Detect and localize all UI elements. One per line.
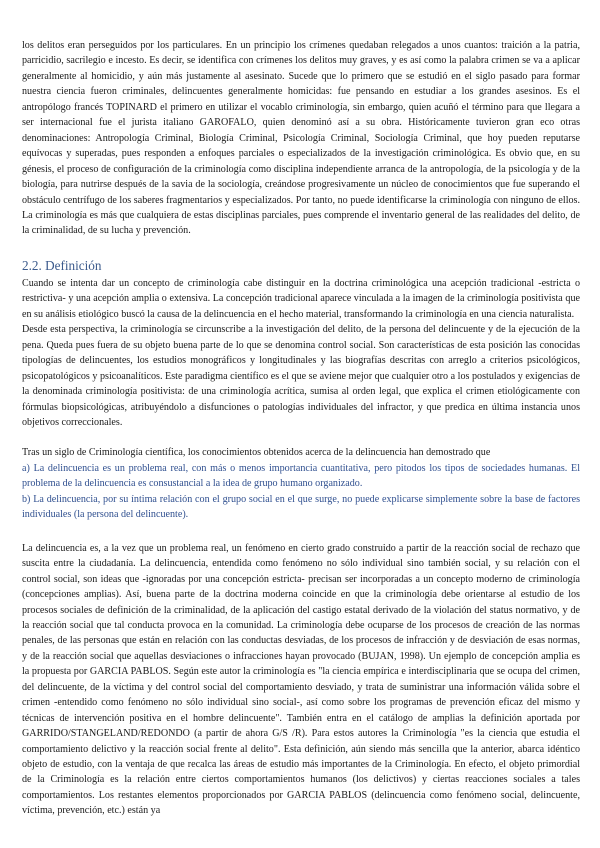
paragraph-intro: los delitos eran perseguidos por los particulares. En un principio los crímenes quedaban relegados a unos cuantos: traición a la patria, parricidio, sacrilegio e incesto. Es decir, se identifica con crímenes los delitos muy graves, y es así como la palabra crimen se va a aplicar generalmente al homicidio, y aún más justamente al asesinato. Sucede que lo primero que se estudió en el siglo pasado para formar nuestra ciencia fueron criminales, delincuentes generalmente homicidas: fue pensando en estudiar a los grandes asesinos. Es el antropólogo francés TOPINARD el primero en utilizar el vocablo criminología, sin embargo, quien acuñó el término para que llegara a ser internacional fue el jurista italiano GAROFALO, quien denominó así a su obra. Históricamente tuvieron gran eco otras denominaciones: Antropología Criminal, Biología Criminal, Psicología Criminal, Sociología Criminal, que hoy pueden reputarse equívocas y superadas, pues responden a enfoques parciales o especializados de la investigación criminológica. Es obvio que, en su génesis, el proceso de configuración de la criminología como disciplina independiente arranca de la antropología, de la psicología y de la biología, para nutrirse después de la savia de la sociología, creándose progresivamente un núcleo de conocimientos que fue superando el obstáculo centrífugo de los saberes fragmentarios y especializados. Por tanto, no puede identificarse la criminología con ninguno de ellos. La criminología es más que cualquiera de estas disciplinas parciales, pues comprende el inventario general de las realidades del delito, de la criminalidad, de su lucha y prevención.: [22, 40, 580, 237]
section-heading: 2.2. Definición: [22, 257, 102, 273]
spacer: [22, 523, 580, 541]
paragraph-perspective: Desde esta perspectiva, la criminología se circunscribe a la investigación del delito, de la persona del delincuente y de la ejecución de la pena. Queda pues fuera de su objeto buena parte de lo que se denomina control social. Son características de esta posición las conocidas tipologías de delincuentes, los estudios monográficos y longitudinales y las biografías descritas con arreglo a criterios psicológicos, psicopatológicos y psicoanalíticos. Este paradigma científico es el que se aviene mejor que cualquier otro a los postulados y exigencias de la denominada criminología positivista: de una criminología acrítica, sumisa al orden legal, que explica el crimen etiológicamente con fórmulas biopsicológicas, atribuyéndolo a disfunciones o patologías individuales del infractor, y que predica en última instancia unos objetivos correccionales.: [22, 324, 580, 428]
paragraph-definition-intro: Cuando se intenta dar un concepto de criminología cabe distinguir en la doctrina criminológica una acepción tradicional -estricta o restrictiva- y una acepción amplia o extensiva. La concepción tradicional aparece vinculada a la imagen de la criminología positivista que en su análisis etiológico buscó la causa de la delincuencia en el hecho material, transformando la criminología en una ciencia naturalista.: [22, 277, 580, 320]
spacer: [22, 430, 580, 445]
point-b: b) La delincuencia, por su íntima relación con el grupo social en el que surge, no puede explicarse simplemente sobre la base de factores individuales (la persona del delincuente).: [22, 493, 580, 521]
paragraph-century: Tras un siglo de Criminología científica, los conocimientos obtenidos acerca de la delincuencia han demostrado que: [22, 447, 491, 459]
paragraph-final: La delincuencia es, a la vez que un problema real, un fenómeno en cierto grado construido a partir de la reacción social de rechazo que suscita entre la ciudadanía. La delincuencia, entendida como fenómeno no sólo individual sino también social, y su relación con el control social, son ideas que -ignoradas por una concepción estricta- precisan ser incorporadas a un concepto moderno de criminología (concepciones amplias). Así, buena parte de la doctrina moderna coincide en que la criminología debe orientarse al estudio de los procesos sociales de definición de la criminalidad, de la aplicación del castigo estatal derivado de la violación del status normativo, y de la reacción social que tal conducta provoca en la comunidad. La criminología debe ocuparse de los procesos de creación de las normas penales, de las personas que están en relación con las conductas desviadas, de los procesos de infracción y de desviación de esas normas, y de la reacción social que aquellas desviaciones o infracciones hayan provocado (BUJAN, 1998). Un ejemplo de concepción amplia es la propuesta por GARCIA PABLOS. Según este autor la criminología es "la ciencia empírica e interdisciplinaria que se ocupa del crimen, del delincuente, de la víctima y del control social del comportamiento desviado, y trata de suministrar una información válida sobre el crimen -entendido como fenómeno no sólo individual sino social-, así como sobre los programas de prevención eficaz del mismo y técnicas de intervención positiva en el hombre delincuente". También entra en el catálogo de amplias la definición aportada por GARRIDO/STANGELAND/REDONDO (a partir de ahora G/S /R). Para estos autores la Criminología "es la ciencia que estudia el comportamiento delictivo y la reacción social frente al delito". Esta definición, aún siendo más sencilla que la anterior, abarca idéntico objeto de estudio, con la ventaja de que recalca las áreas de estudio más importantes de la Criminología. En efecto, el objeto primordial de la Criminología es la relación entre ciertos comportamientos humanos (los delictivos) y ciertas reacciones sociales a tales comportamientos. Los restantes elementos proporcionados por GARCIA PABLOS (delincuencia como fenómeno social, delincuente, víctima, prevención, etc.) están ya: [22, 542, 580, 817]
point-a: a) La delincuencia es un problema real, con más o menos importancia cuantitativa, pero pitodos los tipos de sociedades humanas. El problema de la delincuencia es consustancial a la idea de grupo humano organizado.: [22, 462, 580, 490]
